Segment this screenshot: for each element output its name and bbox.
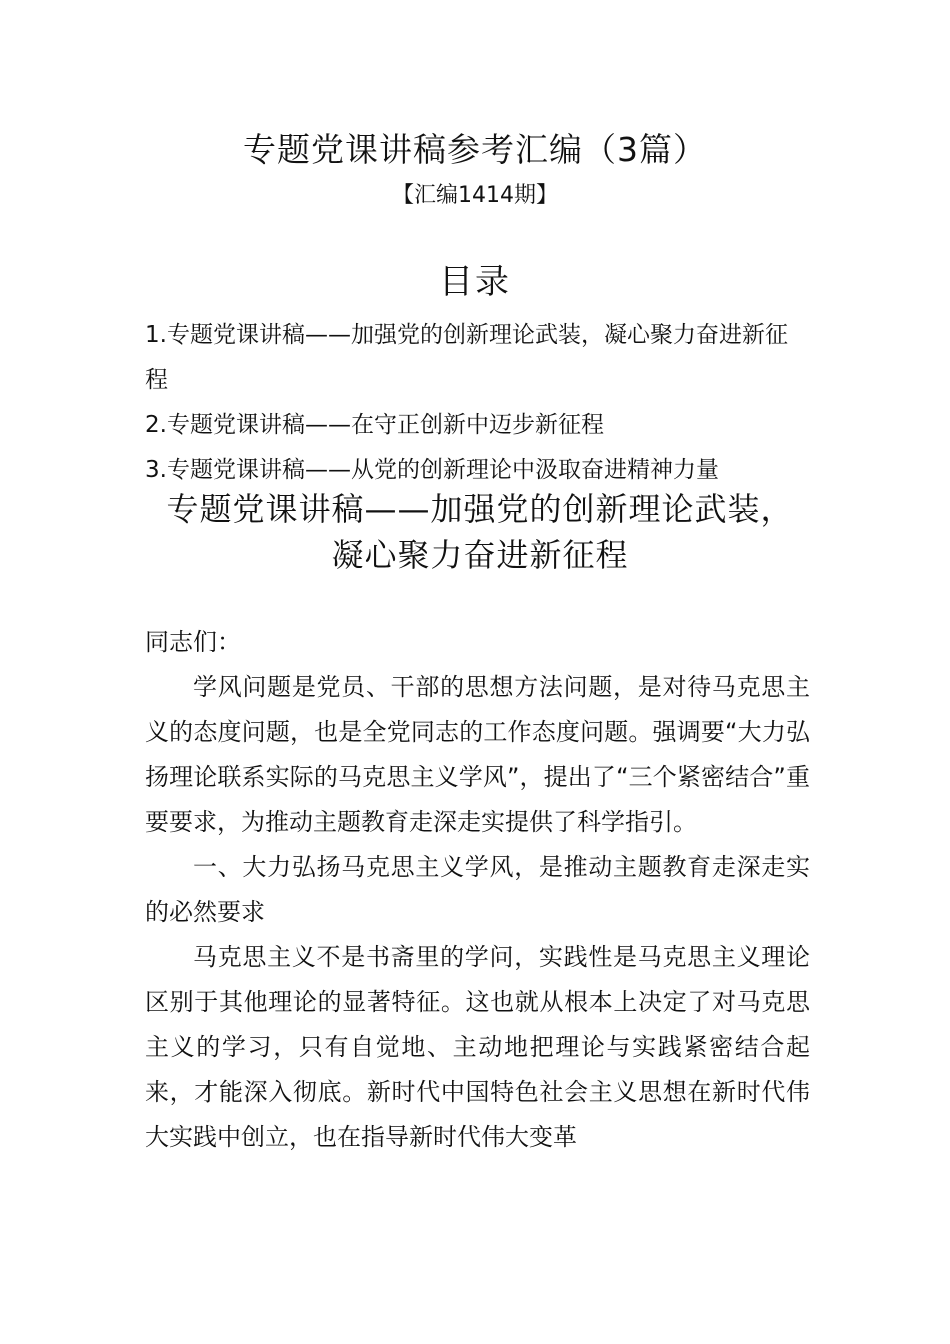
article-body — [145, 620, 810, 1160]
toc-item-2: 2.专题党课讲稿——在守正创新中迈步新征程 — [145, 412, 604, 438]
article-paragraph-2: 一、大力弘扬马克思主义学风，是推动主题教育走深走实的必然要求 — [145, 853, 810, 926]
document-subtitle: 【汇编1414期】 — [392, 183, 558, 208]
article-title-line-2: 凝心聚力奋进新征程 — [331, 536, 629, 574]
article-title-line-1: 专题党课讲稿——加强党的创新理论武装， — [166, 490, 794, 528]
table-of-contents — [145, 313, 810, 493]
toc-item-1: 1.专题党课讲稿——加强党的创新理论武装，凝心聚力奋进新征程 — [145, 322, 788, 393]
toc-item-3: 3.专题党课讲稿——从党的创新理论中汲取奋进精神力量 — [145, 457, 719, 483]
article-paragraph-3: 马克思主义不是书斋里的学问，实践性是马克思主义理论区别于其他理论的显著特征。这也就从根本上决定了对马克思主义的学习，只有自觉地、主动地把理论与实践紧密结合起来，才能深入彻底。新时代中国特色社会主义思想在新时代伟大实践中创立，也在指导新时代伟大变革 — [145, 943, 810, 1151]
article-paragraph-1: 学风问题是党员、干部的思想方法问题，是对待马克思主义的态度问题，也是全党同志的工作态度问题。强调要“大力弘扬理论联系实际的马克思主义学风”，提出了“三个紧密结合”重要要求，为推动主题教育走深走实提供了科学指引。 — [145, 673, 810, 836]
article-greeting: 同志们： — [145, 628, 241, 656]
article-title — [140, 486, 820, 578]
document-title: 专题党课讲稿参考汇编（3篇） — [243, 130, 707, 169]
toc-heading: 目录 — [439, 262, 511, 302]
